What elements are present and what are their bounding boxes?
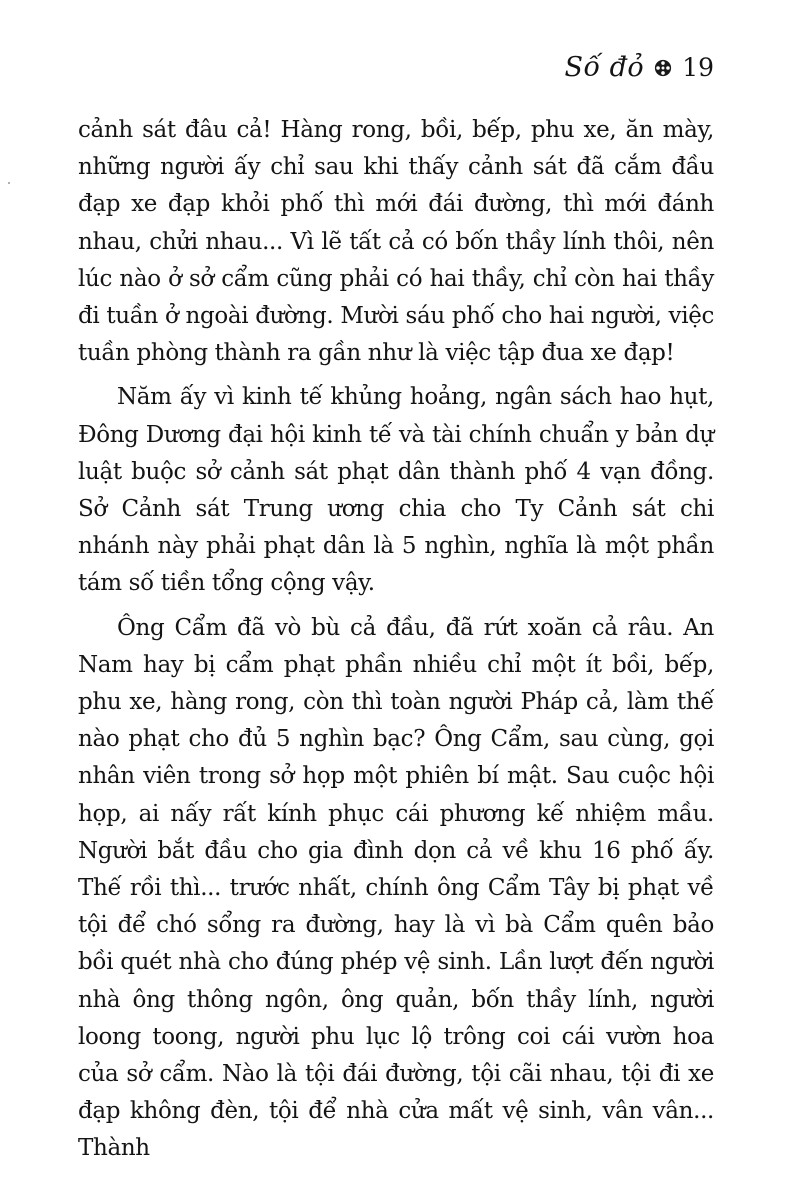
paragraph: Ông Cẩm đã vò bù cả đầu, đã rứt xoăn cả râu. An Nam hay bị cẩm phạt phần nhiều chỉ một ít bồi, bếp, phu xe, hàng rong, còn thì toàn người Pháp cả, làm thế nào phạt cho đủ 5 nghìn bạc? Ông Cẩm, sau cùng, gọi nhân viên trong sở họp một phiên bí mật. Sau cuộc hội họp, ai nấy rất kính phục cái phương kế nhiệm mầu. Người bắt đầu cho gia đình dọn cả về khu 16 phố ấy. Thế rồi thì... trước nhất, chính ông Cẩm Tây bị phạt về tội để chó sổng ra đường, hay là vì bà Cẩm quên bảo bồi quét nhà cho đúng phép vệ sinh. Lần lượt đến người nhà ông thông ngôn, ông quản, bốn thầy lính, người loong toong, người phu lục lộ trông coi cái vườn hoa của sở cẩm. Nào là tội đái đường, tội cãi nhau, tội đi xe đạp không đèn, tội để nhà cửa mất vệ sinh, vân vân... Thành [78,614,714,1162]
paragraph: Năm ấy vì kinh tế khủng hoảng, ngân sách hao hụt, Đông Dương đại hội kinh tế và tài chính chuẩn y bản dự luật buộc sở cảnh sát phạt dân thành phố 4 vạn đồng. Sở Cảnh sát Trung ương chia cho Ty Cảnh sát chi nhánh này phải phạt dân là 5 nghìn, nghĩa là một phần tám số tiền tổng cộng vậy. [78,384,714,597]
flower-ornament-icon [654,59,672,77]
running-header [565,52,714,83]
paragraph: cảnh sát đâu cả! Hàng rong, bồi, bếp, phu xe, ăn mày, những người ấy chỉ sau khi thấy cảnh sát đã cắm đầu đạp xe đạp khỏi phố thì mới đái đường, thì mới đánh nhau, chửi nhau... Vì lẽ tất cả có bốn thầy lính thôi, nên lúc nào ở sở cẩm cũng phải có hai thầy, chỉ còn hai thầy đi tuần ở ngoài đường. Mười sáu phố cho hai người, việc tuần phòng thành ra gần như là việc tập đua xe đạp! [78,117,714,367]
running-title: Số đỏ [564,52,645,83]
scan-speck [8,182,10,184]
page-number: 19 [682,53,714,82]
body-text [78,112,714,1168]
